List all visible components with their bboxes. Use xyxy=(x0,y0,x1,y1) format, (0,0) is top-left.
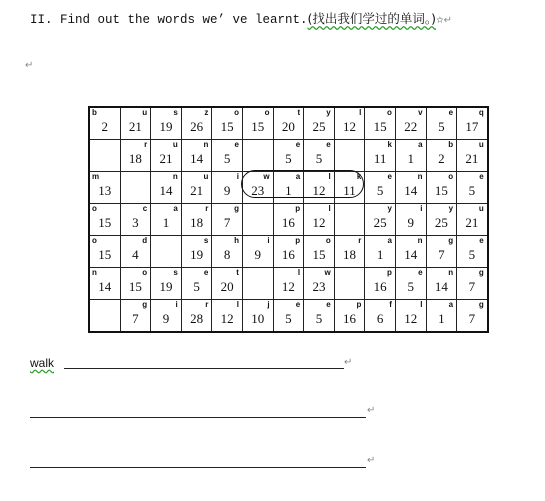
cell-letter: k xyxy=(356,172,362,181)
grid-cell xyxy=(365,204,396,236)
cell-number: 26 xyxy=(190,118,204,134)
paragraph-mark-icon: ↵ xyxy=(443,15,452,26)
cell-number: 7 xyxy=(438,246,445,262)
cell-number: 1 xyxy=(376,246,384,262)
grid-cell xyxy=(457,140,488,172)
cell-letter: s xyxy=(173,108,178,117)
cell-letter: b xyxy=(448,140,454,149)
answer-oval-walk xyxy=(241,170,364,198)
grid-cell xyxy=(457,268,488,300)
grid-cell xyxy=(181,204,212,236)
grid-cell xyxy=(365,107,396,140)
cell-letter: a xyxy=(448,300,454,309)
grid-cell xyxy=(181,140,212,172)
cell-number: 5 xyxy=(285,310,292,326)
cell-letter: o xyxy=(325,236,331,245)
cell-letter: e xyxy=(418,268,423,277)
cell-letter: l xyxy=(328,172,331,181)
grid-cell xyxy=(426,236,457,268)
grid-cell xyxy=(151,204,182,236)
cell-letter: a xyxy=(173,204,178,213)
grid-cell xyxy=(181,172,212,204)
cell-number: 5 xyxy=(285,150,292,166)
cell-letter: g xyxy=(478,268,484,277)
cell-letter: n xyxy=(417,172,423,181)
cell-letter: o xyxy=(234,108,239,117)
cell-letter: y xyxy=(326,108,331,117)
grid-cell xyxy=(242,107,273,140)
cell-letter: g xyxy=(478,300,484,309)
grid-cell xyxy=(181,236,212,268)
grid-cell xyxy=(89,204,120,236)
cell-letter: u xyxy=(142,108,148,117)
paragraph-mark-icon: ↵ xyxy=(25,60,34,71)
cell-letter: l xyxy=(297,268,301,277)
cell-letter: g xyxy=(234,204,239,213)
grid-cell xyxy=(212,300,243,333)
cell-number: 16 xyxy=(373,278,387,294)
cell-number: 23 xyxy=(312,278,326,294)
grid-cell xyxy=(334,140,365,172)
cell-letter: n xyxy=(203,140,209,149)
cell-letter: e xyxy=(295,300,301,309)
cell-number: 13 xyxy=(98,182,112,198)
cell-number: 18 xyxy=(128,150,142,166)
cell-letter: o xyxy=(92,236,97,245)
cell-letter: d xyxy=(142,236,148,245)
cell-number: 15 xyxy=(98,246,112,262)
grid-cell xyxy=(120,172,151,204)
grid-cell xyxy=(89,300,120,333)
cell-number: 11 xyxy=(343,182,356,198)
grid-cell xyxy=(120,204,151,236)
cell-letter: a xyxy=(387,236,392,245)
cell-number: 9 xyxy=(407,214,414,230)
cell-letter: p xyxy=(295,236,301,245)
instruction-heading xyxy=(30,9,452,27)
cell-number: 14 xyxy=(404,246,418,262)
cell-number: 18 xyxy=(343,246,357,262)
cell-letter: w xyxy=(324,268,331,277)
cell-number: 25 xyxy=(373,214,387,230)
cell-letter: b xyxy=(92,108,97,117)
cell-letter: l xyxy=(236,300,239,309)
cell-number: 15 xyxy=(251,118,265,134)
grid-cell xyxy=(212,140,243,172)
cell-letter: y xyxy=(387,204,392,213)
grid-cell xyxy=(304,300,335,333)
cell-number: 5 xyxy=(438,118,445,134)
grid-cell xyxy=(395,268,426,300)
cell-number: 15 xyxy=(434,182,448,198)
grid-cell xyxy=(89,268,120,300)
cell-number: 9 xyxy=(223,182,231,198)
cell-number: 14 xyxy=(404,182,418,198)
grid-cell xyxy=(151,268,182,300)
grid-row xyxy=(89,204,488,236)
star-icon: ☆ xyxy=(436,13,444,27)
cell-letter: g xyxy=(448,236,454,245)
cell-number: 25 xyxy=(434,214,448,230)
cell-letter: r xyxy=(358,236,362,245)
grid-cell xyxy=(212,107,243,140)
cell-letter: r xyxy=(144,140,148,149)
grid-cell xyxy=(395,140,426,172)
cell-letter: t xyxy=(297,108,301,117)
grid-row xyxy=(89,268,488,300)
cell-number: 7 xyxy=(468,310,476,326)
cell-letter: p xyxy=(387,268,392,277)
cell-number: 5 xyxy=(315,310,323,326)
answer-word: walk xyxy=(30,356,55,370)
grid-cell xyxy=(304,236,335,268)
answer-blank-3[interactable] xyxy=(30,467,366,468)
cell-number: 5 xyxy=(468,246,476,262)
grid-cell xyxy=(151,236,182,268)
grid-cell xyxy=(426,204,457,236)
cell-number: 20 xyxy=(220,278,234,294)
answer-blank-1[interactable] xyxy=(64,368,344,369)
cell-letter: a xyxy=(295,172,301,181)
grid-cell xyxy=(334,204,365,236)
grid-cell xyxy=(304,107,335,140)
cell-letter: e xyxy=(234,140,239,149)
cell-letter: m xyxy=(92,172,100,181)
cell-number: 19 xyxy=(159,278,173,294)
cell-letter: i xyxy=(420,204,423,213)
cell-number: 9 xyxy=(162,310,170,326)
cell-letter: o xyxy=(92,204,97,213)
cell-number: 12 xyxy=(312,214,326,230)
cell-number: 5 xyxy=(223,150,231,166)
cell-letter: p xyxy=(356,300,362,309)
grid-cell xyxy=(89,236,120,268)
cell-number: 22 xyxy=(404,118,418,134)
grid-row xyxy=(89,107,488,140)
cell-number: 11 xyxy=(373,150,387,166)
grid-cell xyxy=(242,204,273,236)
cell-number: 4 xyxy=(132,246,139,262)
grid-cell xyxy=(273,268,304,300)
cell-number: 6 xyxy=(376,310,384,326)
grid-cell xyxy=(426,172,457,204)
cell-number: 12 xyxy=(281,278,295,294)
grid-row xyxy=(89,140,488,172)
cell-letter: g xyxy=(142,300,148,309)
grid-cell xyxy=(89,107,120,140)
grid-cell xyxy=(457,300,488,333)
cell-number: 19 xyxy=(190,246,204,262)
cell-number: 21 xyxy=(465,150,479,166)
cell-number: 14 xyxy=(98,278,112,294)
cell-letter: n xyxy=(92,268,97,277)
grid-cell xyxy=(181,300,212,333)
grid-cell xyxy=(334,236,365,268)
cell-number: 21 xyxy=(128,118,142,134)
cell-number: 12 xyxy=(404,310,418,326)
cell-letter: e xyxy=(448,108,454,117)
cell-letter: e xyxy=(295,140,301,149)
cell-letter: u xyxy=(203,172,209,181)
grid-cell xyxy=(304,268,335,300)
grid-cell xyxy=(304,204,335,236)
cell-number: 10 xyxy=(251,310,265,326)
answer-line-1 xyxy=(30,356,54,370)
cell-number: 21 xyxy=(159,150,173,166)
cell-letter: c xyxy=(142,204,148,213)
paragraph-mark-icon: ↵ xyxy=(367,455,376,466)
grid-cell xyxy=(273,107,304,140)
grid-cell xyxy=(212,172,243,204)
grid-cell xyxy=(457,236,488,268)
grid-cell xyxy=(395,236,426,268)
cell-letter: u xyxy=(478,140,484,149)
cell-letter: l xyxy=(328,204,331,213)
cell-letter: i xyxy=(236,172,239,181)
cell-number: 2 xyxy=(101,118,109,134)
cell-letter: e xyxy=(203,268,209,277)
grid-cell xyxy=(395,204,426,236)
cell-number: 1 xyxy=(285,182,292,198)
cell-letter: z xyxy=(204,108,209,117)
cell-number: 1 xyxy=(438,310,445,326)
cell-number: 9 xyxy=(254,246,262,262)
grid-cell xyxy=(365,236,396,268)
cell-letter: n xyxy=(417,236,423,245)
grid-cell xyxy=(334,300,365,333)
cell-letter: r xyxy=(205,300,209,309)
cell-number: 15 xyxy=(128,278,142,294)
paragraph-mark-icon: ↵ xyxy=(367,405,376,416)
cell-letter: i xyxy=(267,236,270,245)
grid-cell xyxy=(212,204,243,236)
cell-letter: n xyxy=(172,172,178,181)
cell-letter: e xyxy=(326,140,331,149)
cell-number: 28 xyxy=(190,310,204,326)
grid-cell xyxy=(242,268,273,300)
cell-number: 15 xyxy=(98,214,112,230)
cell-letter: s xyxy=(173,268,178,277)
cell-letter: j xyxy=(267,300,270,309)
cell-number: 17 xyxy=(465,118,479,134)
cell-number: 16 xyxy=(281,214,295,230)
grid-cell xyxy=(181,107,212,140)
grid-cell xyxy=(304,140,335,172)
cell-letter: u xyxy=(172,140,178,149)
cell-letter: e xyxy=(479,172,484,181)
grid-cell xyxy=(151,172,182,204)
grid-cell xyxy=(273,204,304,236)
cell-number: 1 xyxy=(162,214,170,230)
grid-cell xyxy=(120,107,151,140)
cell-letter: v xyxy=(418,108,423,117)
grid-cell xyxy=(395,300,426,333)
cell-letter: t xyxy=(236,268,239,277)
cell-number: 16 xyxy=(343,310,357,326)
cell-number: 7 xyxy=(132,310,139,326)
grid-row xyxy=(89,300,488,333)
cell-number: 1 xyxy=(407,150,414,166)
cell-number: 12 xyxy=(343,118,357,134)
cell-number: 14 xyxy=(159,182,173,198)
cell-letter: r xyxy=(205,204,209,213)
grid-cell xyxy=(242,300,273,333)
cell-letter: o xyxy=(142,268,148,277)
cell-letter: o xyxy=(448,172,454,181)
grid-cell xyxy=(426,268,457,300)
grid-cell xyxy=(151,140,182,172)
grid-cell xyxy=(120,236,151,268)
cell-letter: e xyxy=(479,236,484,245)
cell-number: 20 xyxy=(281,118,295,134)
cell-number: 15 xyxy=(220,118,234,134)
cell-letter: s xyxy=(203,236,209,245)
grid-cell xyxy=(365,268,396,300)
cell-letter: n xyxy=(448,268,454,277)
grid-cell xyxy=(365,172,396,204)
grid-cell xyxy=(395,107,426,140)
cell-letter: w xyxy=(263,172,270,181)
cell-number: 14 xyxy=(190,150,204,166)
instruction-english: II. Find out the words we’ ve learnt. xyxy=(30,13,308,27)
cell-number: 5 xyxy=(376,182,384,198)
grid-cell xyxy=(457,107,488,140)
cell-letter: e xyxy=(387,172,392,181)
cell-letter: y xyxy=(448,204,454,213)
cell-number: 18 xyxy=(190,214,204,230)
cell-number: 15 xyxy=(373,118,387,134)
cell-number: 21 xyxy=(465,214,479,230)
cell-letter: u xyxy=(478,204,484,213)
word-search-grid xyxy=(88,106,489,333)
cell-number: 5 xyxy=(407,278,414,294)
cell-number: 5 xyxy=(315,150,323,166)
grid-cell xyxy=(426,140,457,172)
grid-cell xyxy=(457,172,488,204)
grid-cell xyxy=(89,140,120,172)
grid-cell xyxy=(273,140,304,172)
cell-letter: e xyxy=(326,300,331,309)
cell-number: 12 xyxy=(220,310,234,326)
grid-cell xyxy=(426,107,457,140)
cell-letter: o xyxy=(387,108,392,117)
cell-letter: o xyxy=(264,108,270,117)
cell-number: 16 xyxy=(281,246,295,262)
grid-cell xyxy=(273,236,304,268)
cell-letter: i xyxy=(175,300,178,309)
cell-number: 5 xyxy=(468,182,476,198)
grid-cell xyxy=(120,140,151,172)
cell-number: 5 xyxy=(193,278,200,294)
grid-cell xyxy=(273,300,304,333)
cell-letter: l xyxy=(359,108,362,117)
grid-cell xyxy=(457,204,488,236)
cell-number: 21 xyxy=(190,182,204,198)
grid-cell xyxy=(212,236,243,268)
grid-cell xyxy=(151,107,182,140)
cell-letter: q xyxy=(478,108,484,117)
cell-number: 25 xyxy=(312,118,326,134)
cell-number: 12 xyxy=(312,182,326,198)
grid-cell xyxy=(212,268,243,300)
cell-letter: h xyxy=(234,236,239,245)
cell-letter: f xyxy=(389,300,392,309)
cell-letter: l xyxy=(420,300,423,309)
cell-number: 14 xyxy=(434,278,448,294)
cell-number: 7 xyxy=(223,214,231,230)
grid-cell xyxy=(334,107,365,140)
grid-row xyxy=(89,236,488,268)
cell-number: 23 xyxy=(251,182,265,198)
answer-blank-2[interactable] xyxy=(30,417,366,418)
grid-cell xyxy=(120,300,151,333)
cell-number: 19 xyxy=(159,118,173,134)
cell-letter: p xyxy=(295,204,301,213)
grid-cell xyxy=(89,172,120,204)
grid-cell xyxy=(181,268,212,300)
cell-number: 15 xyxy=(312,246,326,262)
cell-number: 8 xyxy=(223,246,231,262)
grid-cell xyxy=(365,140,396,172)
grid-cell xyxy=(334,268,365,300)
cell-number: 3 xyxy=(132,214,139,230)
cell-letter: a xyxy=(418,140,423,149)
grid-cell xyxy=(395,172,426,204)
instruction-chinese: (找出我们学过的单词。) xyxy=(307,11,437,26)
cell-number: 2 xyxy=(438,150,445,166)
grid-cell xyxy=(365,300,396,333)
grid-cell xyxy=(242,236,273,268)
grid-cell xyxy=(242,140,273,172)
cell-number: 7 xyxy=(468,278,476,294)
cell-letter: k xyxy=(387,140,392,149)
paragraph-mark-icon: ↵ xyxy=(344,357,353,368)
grid-cell xyxy=(120,268,151,300)
grid-cell xyxy=(426,300,457,333)
grid-cell xyxy=(151,300,182,333)
